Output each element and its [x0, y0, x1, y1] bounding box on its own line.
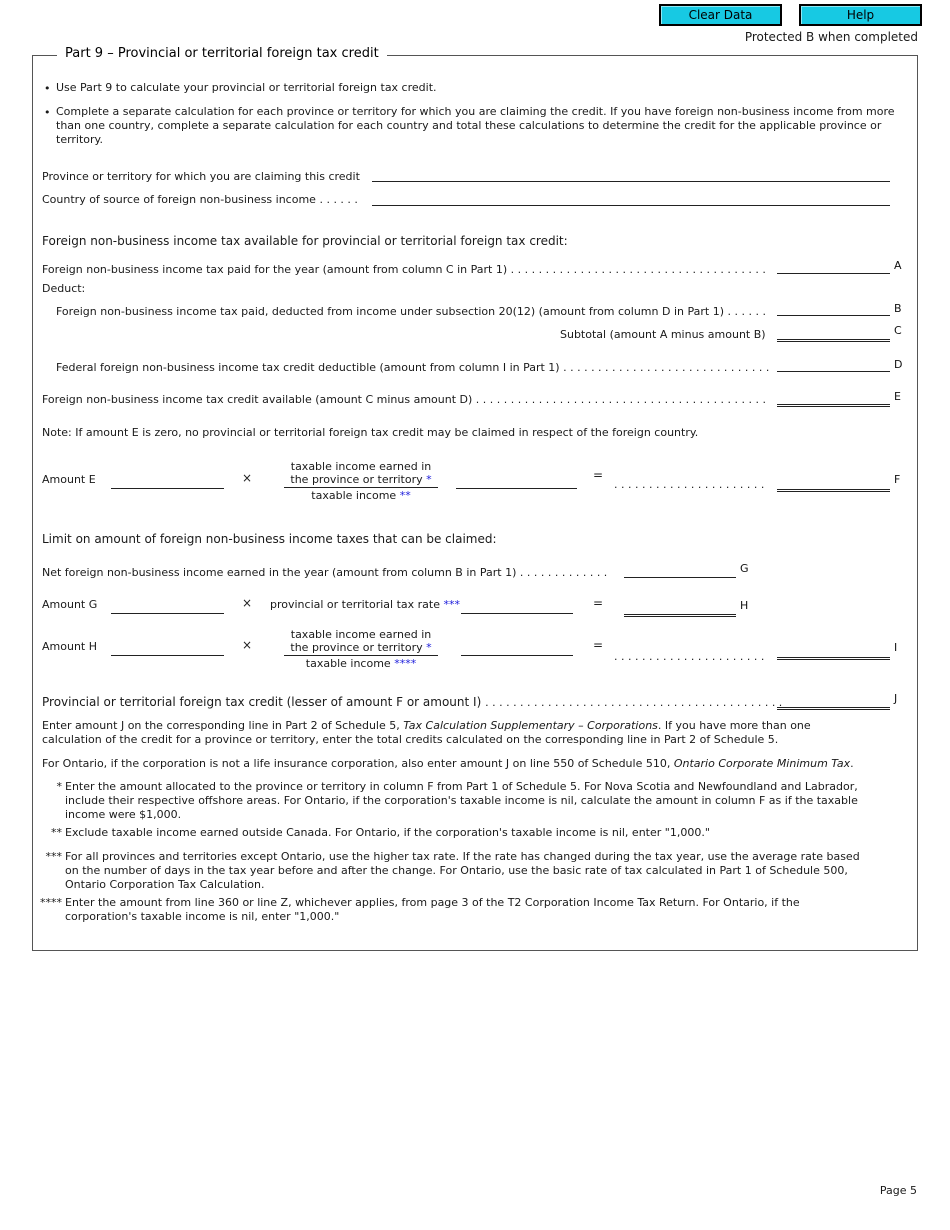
line-b-label: Foreign non-business income tax paid, deducted from income under subsection 20(12) (amount from column D in Part 1) . . . . . .	[56, 305, 766, 318]
calc-i-taxable-income-field[interactable]	[461, 640, 573, 656]
amount-h-label: Amount H	[42, 640, 97, 653]
equals-symbol: =	[593, 638, 604, 652]
code-b: B	[894, 302, 902, 315]
amount-b-field[interactable]	[777, 300, 890, 316]
times-symbol: ×	[242, 596, 253, 610]
amount-h-field[interactable]	[624, 599, 736, 617]
line-a-label: Foreign non-business income tax paid for the year (amount from column C in Part 1) . . . . . . . . . . . . . . . . . . . . . . . . . . . . . . . . . . . . .	[42, 263, 766, 276]
code-h: H	[740, 599, 749, 612]
instruction-2: For Ontario, if the corporation is not a life insurance corporation, also enter amount J on line 550 of Schedule 510, Ontario Corporate Minimum Tax.	[42, 757, 854, 770]
times-symbol: ×	[242, 471, 253, 485]
times-symbol: ×	[242, 638, 253, 652]
code-g: G	[740, 562, 749, 575]
province-field[interactable]	[372, 166, 890, 182]
code-j: J	[894, 692, 898, 705]
footnote-mark: **	[51, 826, 62, 839]
line-d-label: Federal foreign non-business income tax credit deductible (amount from column I in Part 1) . . . . . . . . . . . . . . . . . . . . . . . . . . . . . .	[56, 361, 770, 374]
line-j-label: Provincial or territorial foreign tax credit (lesser of amount F or amount I) . . . . . . . . . . . . . . . . . . . . . . . . . . . . . . . . . . . . . . . . . . .	[42, 695, 783, 709]
country-field[interactable]	[372, 190, 890, 206]
footnote-mark: ***	[45, 850, 62, 863]
instruction-1: Enter amount J on the corresponding line in Part 2 of Schedule 5, Tax Calculation Supplementary – Corporations. If you have more than one calculation of the credit for a province or territory, enter the total credits calculated on the corresponding line in Part 2 of Schedule 5.	[42, 719, 811, 746]
bullet-1: Use Part 9 to calculate your provincial or territorial foreign tax credit.	[56, 81, 437, 94]
subtotal-c-field[interactable]	[777, 324, 890, 342]
code-f: F	[894, 473, 901, 486]
code-e: E	[894, 390, 901, 403]
calc-i-amount-h-field[interactable]	[111, 640, 224, 656]
line-g-label: Net foreign non-business income earned in the year (amount from column B in Part 1) . . . . . . . . . . . . .	[42, 566, 608, 579]
equals-symbol: =	[593, 596, 604, 610]
subtotal-label: Subtotal (amount A minus amount B)	[560, 328, 766, 341]
note-e: Note: If amount E is zero, no provincial or territorial foreign tax credit may be claimed in respect of the foreign country.	[42, 426, 699, 439]
code-a: A	[894, 259, 902, 272]
fraction-i: taxable income earned in the province or territory * taxable income ****	[284, 628, 438, 670]
tax-rate-label: provincial or territorial tax rate ***	[270, 598, 460, 611]
equals-symbol: =	[593, 468, 604, 482]
bullet-dot: •	[44, 106, 51, 119]
code-i: I	[894, 641, 898, 654]
footnote-3: For all provinces and territories except Ontario, use the higher tax rate. If the rate has changed during the tax year, use the average rate based on the number of days in the tax year before and after the change. For Ontario, use the basic rate of tax calculated in Part 1 of Schedule 500, Ontario Corporation Tax Calculation.	[65, 850, 860, 891]
amount-d-field[interactable]	[777, 356, 890, 372]
protected-label: Protected B when completed	[744, 30, 918, 44]
code-c: C	[894, 324, 902, 337]
section2-heading: Limit on amount of foreign non-business income taxes that can be claimed:	[42, 532, 497, 546]
fraction-f: taxable income earned in the province or territory * taxable income **	[284, 460, 438, 502]
part9-title: Part 9 – Provincial or territorial foreign tax credit	[57, 46, 387, 61]
footnote-2: Exclude taxable income earned outside Canada. For Ontario, if the corporation's taxable income is nil, enter "1,000."	[65, 826, 710, 839]
section1-heading: Foreign non-business income tax available for provincial or territorial foreign tax credit:	[42, 234, 568, 248]
country-label: Country of source of foreign non-business income . . . . . .	[42, 193, 358, 206]
clear-data-button[interactable]: Clear Data	[659, 4, 782, 26]
calc-h-amount-g-field[interactable]	[111, 598, 224, 614]
calc-f-amount-e-field[interactable]	[111, 473, 224, 489]
deduct-label: Deduct:	[42, 282, 86, 295]
calc-f-dots: . . . . . . . . . . . . . . . . . . . . . .	[614, 478, 765, 491]
amount-g-field[interactable]	[624, 562, 736, 578]
code-d: D	[894, 358, 903, 371]
calc-f-taxable-income-field[interactable]	[456, 473, 577, 489]
province-label: Province or territory for which you are claiming this credit	[42, 170, 360, 183]
bullet-2: Complete a separate calculation for each province or territory for which you are claiming the credit. If you have foreign non-business income from more than one country, complete a separate calculation for each country and total these calculations to determine the credit for the applicable province or territory.	[56, 105, 895, 146]
calc-i-dots: . . . . . . . . . . . . . . . . . . . . . .	[614, 650, 765, 663]
amount-e-label: Amount E	[42, 473, 96, 486]
footnote-mark: ****	[40, 896, 62, 909]
amount-f-field[interactable]	[777, 474, 890, 492]
footnote-mark: *	[56, 780, 62, 793]
amount-e-field[interactable]	[777, 389, 890, 407]
page-number: Page 5	[879, 1184, 917, 1197]
amount-g-label: Amount G	[42, 598, 98, 611]
line-e-label: Foreign non-business income tax credit available (amount C minus amount D) . . . . . . . . . . . . . . . . . . . . . . . . . . . . . . . . . . . . . . . . . .	[42, 393, 767, 406]
footnote-1: Enter the amount allocated to the province or territory in column F from Part 1 of Schedule 5. For Nova Scotia and Newfoundland and Labrador, include their respective offshore areas. For Ontario, if the corporation's taxable income is nil, calculate the amount in column F as if the taxable income were $1,000.	[65, 780, 858, 821]
amount-a-field[interactable]	[777, 258, 890, 274]
amount-j-field[interactable]	[777, 692, 890, 710]
tax-rate-field[interactable]	[461, 598, 573, 614]
help-button[interactable]: Help	[799, 4, 922, 26]
bullet-dot: •	[44, 82, 51, 95]
amount-i-field[interactable]	[777, 642, 890, 660]
footnote-4: Enter the amount from line 360 or line Z, whichever applies, from page 3 of the T2 Corporation Income Tax Return. For Ontario, if the corporation's taxable income is nil, enter "1,000."	[65, 896, 800, 923]
